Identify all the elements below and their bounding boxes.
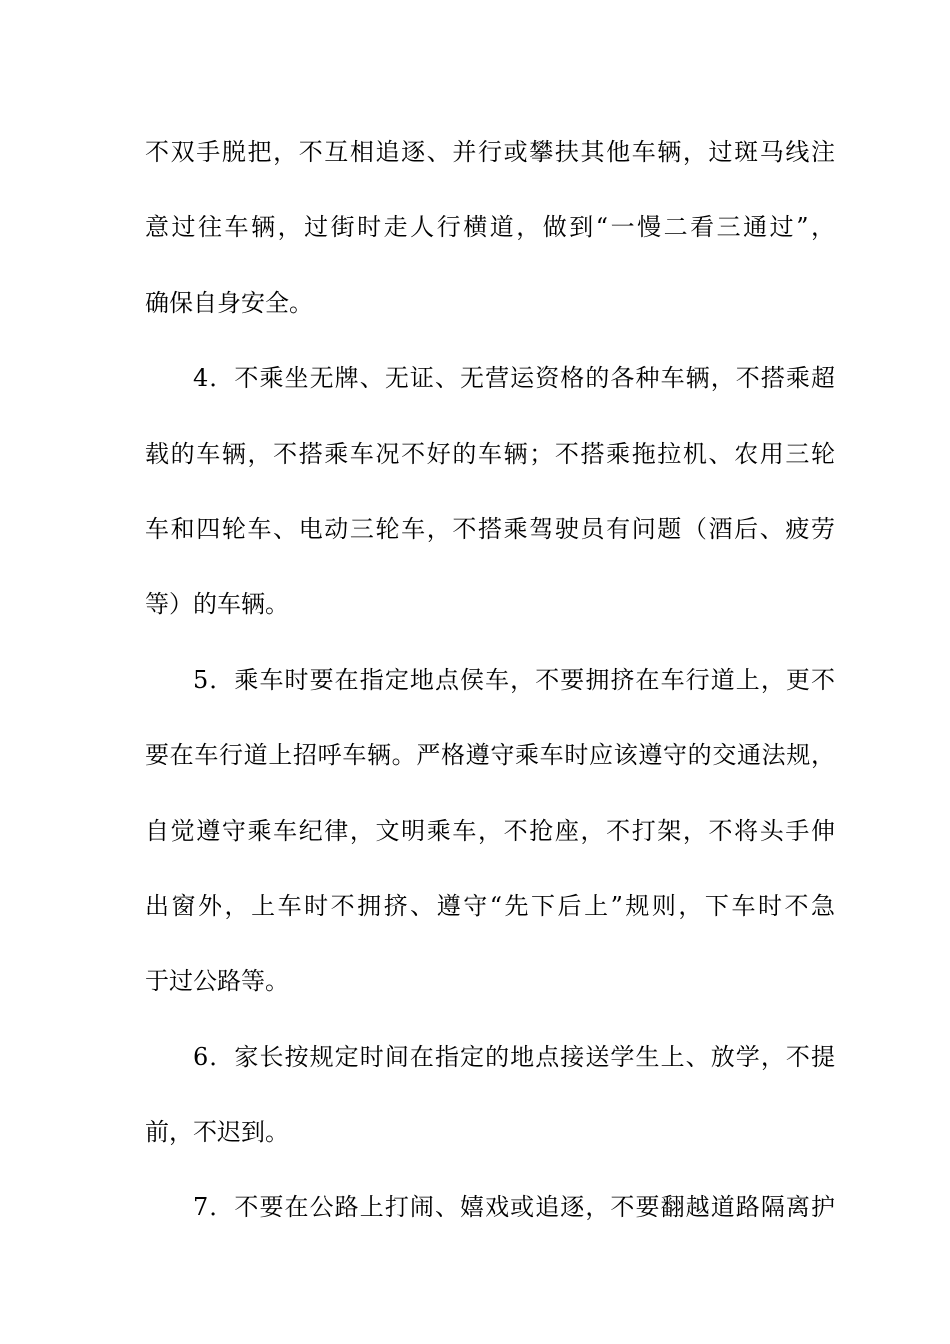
text-line: 于过公路等。 — [145, 967, 289, 996]
text-line: 等）的车辆。 — [145, 590, 289, 619]
text-line: 意过往车辆，过街时走人行横道，做到“一慢二看三通过”， — [145, 213, 835, 242]
text-line: 要在车行道上招呼车辆。严格遵守乘车时应该遵守的交通法规， — [145, 741, 835, 770]
text-line: 5．乘车时要在指定地点侯车，不要拥挤在车行道上，更不 — [193, 665, 835, 694]
text-line: 6．家长按规定时间在指定的地点接送学生上、放学，不提 — [193, 1042, 835, 1071]
text-line: 确保自身安全。 — [145, 288, 313, 317]
text-line: 4．不乘坐无牌、无证、无营运资格的各种车辆，不搭乘超 — [193, 364, 835, 393]
text-line: 出窗外，上车时不拥挤、遵守“先下后上”规则，下车时不急 — [145, 891, 835, 920]
document-body — [145, 133, 835, 1264]
text-line: 载的车辆，不搭乘车况不好的车辆；不搭乘拖拉机、农用三轮 — [145, 439, 835, 468]
text-line: 车和四轮车、电动三轮车，不搭乘驾驶员有问题（酒后、疲劳 — [145, 514, 835, 543]
text-line: 不双手脱把，不互相追逐、并行或攀扶其他车辆，过斑马线注 — [145, 138, 835, 166]
text-line: 前，不迟到。 — [145, 1118, 289, 1147]
text-line: 自觉遵守乘车纪律，文明乘车，不抢座，不打架，不将头手伸 — [145, 816, 835, 845]
text-line: 7．不要在公路上打闹、嬉戏或追逐，不要翻越道路隔离护 — [193, 1193, 835, 1222]
